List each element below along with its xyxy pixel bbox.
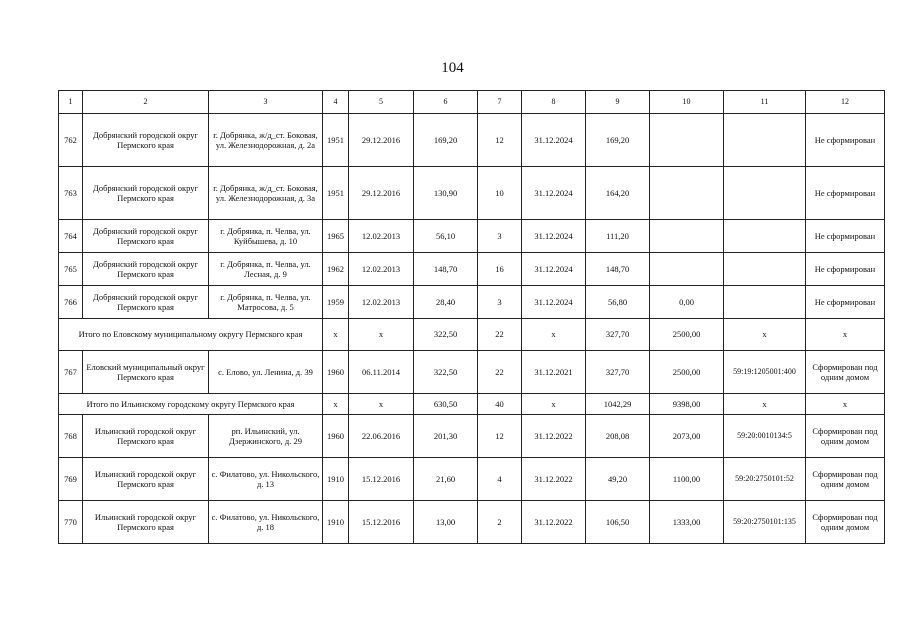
total-row-ilinsky [59,394,885,415]
total-cell: 327,70 [586,319,650,351]
municipality-cell: Добрянский городской округ Пермского края [83,167,209,220]
municipality-cell: Ильинский городской округ Пермского края [83,501,209,544]
page-number: 104 [441,60,464,76]
cadastral-cell [724,167,806,220]
land-area-cell [650,167,724,220]
area-cell: 56,10 [414,220,478,253]
count-cell: 4 [478,458,522,501]
year-cell: 1951 [323,114,349,167]
area-cell: 322,50 [414,351,478,394]
header-cell: 10 [650,91,724,114]
status-cell: Сформирован под одним домом [806,351,885,394]
area-cell: 169,20 [414,114,478,167]
area-total-cell: 164,20 [586,167,650,220]
count-cell: 3 [478,286,522,319]
total-cell: x [522,319,586,351]
count-cell: 12 [478,415,522,458]
total-cell: 22 [478,319,522,351]
header-cell: 1 [59,91,83,114]
deadline-cell: 31.12.2024 [522,286,586,319]
deadline-cell: 31.12.2022 [522,415,586,458]
total-row-elovo [59,319,885,351]
land-area-cell [650,220,724,253]
area-total-cell: 56,80 [586,286,650,319]
area-cell: 201,30 [414,415,478,458]
count-cell: 12 [478,114,522,167]
count-cell: 2 [478,501,522,544]
row-number: 767 [59,351,83,394]
deadline-cell: 31.12.2024 [522,114,586,167]
deadline-cell: 31.12.2024 [522,167,586,220]
year-cell: 1910 [323,458,349,501]
status-cell: Сформирован под одним домом [806,501,885,544]
table-row [59,167,885,220]
row-number: 770 [59,501,83,544]
total-cell: x [349,319,414,351]
header-cell: 11 [724,91,806,114]
area-cell: 148,70 [414,253,478,286]
area-total-cell: 111,20 [586,220,650,253]
address-cell: с. Елово, ул. Ленина, д. 39 [209,351,323,394]
header-cell: 9 [586,91,650,114]
status-cell: Не сформирован [806,114,885,167]
date-cell: 22.06.2016 [349,415,414,458]
total-cell: x [349,394,414,415]
table-row [59,415,885,458]
municipality-cell: Добрянский городской округ Пермского края [83,286,209,319]
status-cell: Не сформирован [806,220,885,253]
header-cell: 8 [522,91,586,114]
total-cell: 40 [478,394,522,415]
cadastral-cell [724,220,806,253]
row-number: 762 [59,114,83,167]
deadline-cell: 31.12.2024 [522,253,586,286]
row-number: 766 [59,286,83,319]
date-cell: 15.12.2016 [349,501,414,544]
date-cell: 12.02.2013 [349,220,414,253]
row-number: 763 [59,167,83,220]
address-cell: г. Добрянка, ж/д_ст. Боковая, ул. Железнодорожная, д. 3а [209,167,323,220]
land-area-cell: 0,00 [650,286,724,319]
deadline-cell: 31.12.2022 [522,501,586,544]
table-row [59,458,885,501]
address-cell: с. Филатово, ул. Никольского, д. 13 [209,458,323,501]
status-cell: Не сформирован [806,167,885,220]
area-cell: 28,40 [414,286,478,319]
year-cell: 1965 [323,220,349,253]
cadastral-cell: 59:20:2750101:135 [724,501,806,544]
total-cell: 630,50 [414,394,478,415]
land-area-cell: 1100,00 [650,458,724,501]
status-cell: Сформирован под одним домом [806,415,885,458]
municipality-cell: Еловский муниципальный округ Пермского края [83,351,209,394]
cadastral-cell: 59:19:1205001:400 [724,351,806,394]
status-cell: Сформирован под одним домом [806,458,885,501]
area-total-cell: 148,70 [586,253,650,286]
register-table [58,90,885,544]
cadastral-cell: 59:20:2750101:52 [724,458,806,501]
area-total-cell: 208,08 [586,415,650,458]
municipality-cell: Ильинский городской округ Пермского края [83,458,209,501]
date-cell: 06.11.2014 [349,351,414,394]
land-area-cell [650,114,724,167]
total-cell: x [323,394,349,415]
land-area-cell [650,253,724,286]
total-label: Итого по Еловскому муниципальному округу Пермского края [59,319,323,351]
cadastral-cell [724,253,806,286]
table-row [59,351,885,394]
deadline-cell: 31.12.2021 [522,351,586,394]
total-cell: 2500,00 [650,319,724,351]
area-total-cell: 49,20 [586,458,650,501]
cadastral-cell [724,286,806,319]
deadline-cell: 31.12.2024 [522,220,586,253]
total-cell: 9398,00 [650,394,724,415]
header-cell: 12 [806,91,885,114]
header-row [59,91,885,114]
status-cell: Не сформирован [806,286,885,319]
total-cell: x [323,319,349,351]
total-label: Итого по Ильинскому городскому округу Пермского края [59,394,323,415]
date-cell: 29.12.2016 [349,114,414,167]
date-cell: 15.12.2016 [349,458,414,501]
area-total-cell: 327,70 [586,351,650,394]
address-cell: г. Добрянка, п. Челва, ул. Матросова, д. 5 [209,286,323,319]
municipality-cell: Добрянский городской округ Пермского края [83,114,209,167]
total-cell: x [806,394,885,415]
count-cell: 22 [478,351,522,394]
count-cell: 3 [478,220,522,253]
area-cell: 130,90 [414,167,478,220]
municipality-cell: Добрянский городской округ Пермского края [83,253,209,286]
address-cell: г. Добрянка, п. Челва, ул. Лесная, д. 9 [209,253,323,286]
cadastral-cell [724,114,806,167]
area-cell: 21,60 [414,458,478,501]
total-cell: 322,50 [414,319,478,351]
year-cell: 1960 [323,351,349,394]
header-cell: 5 [349,91,414,114]
date-cell: 12.02.2013 [349,286,414,319]
total-cell: x [806,319,885,351]
table-row [59,253,885,286]
total-cell: 1042,29 [586,394,650,415]
land-area-cell: 2500,00 [650,351,724,394]
total-cell: x [724,319,806,351]
municipality-cell: Ильинский городской округ Пермского края [83,415,209,458]
address-cell: с. Филатово, ул. Никольского, д. 18 [209,501,323,544]
table-row [59,220,885,253]
table-row [59,114,885,167]
cadastral-cell: 59:20:0010134:5 [724,415,806,458]
year-cell: 1962 [323,253,349,286]
municipality-cell: Добрянский городской округ Пермского края [83,220,209,253]
year-cell: 1951 [323,167,349,220]
year-cell: 1959 [323,286,349,319]
table-row [59,286,885,319]
row-number: 765 [59,253,83,286]
header-cell: 4 [323,91,349,114]
date-cell: 29.12.2016 [349,167,414,220]
address-cell: рп. Ильинский, ул. Дзержинского, д. 29 [209,415,323,458]
area-total-cell: 169,20 [586,114,650,167]
header-cell: 2 [83,91,209,114]
address-cell: г. Добрянка, п. Челва, ул. Куйбышева, д. 10 [209,220,323,253]
header-cell: 7 [478,91,522,114]
count-cell: 10 [478,167,522,220]
count-cell: 16 [478,253,522,286]
row-number: 769 [59,458,83,501]
row-number: 768 [59,415,83,458]
land-area-cell: 2073,00 [650,415,724,458]
area-cell: 13,00 [414,501,478,544]
date-cell: 12.02.2013 [349,253,414,286]
land-area-cell: 1333,00 [650,501,724,544]
address-cell: г. Добрянка, ж/д_ст. Боковая, ул. Железнодорожная, д. 2а [209,114,323,167]
total-cell: x [522,394,586,415]
year-cell: 1960 [323,415,349,458]
total-cell: x [724,394,806,415]
deadline-cell: 31.12.2022 [522,458,586,501]
header-cell: 3 [209,91,323,114]
table-row [59,501,885,544]
area-total-cell: 106,50 [586,501,650,544]
header-cell: 6 [414,91,478,114]
status-cell: Не сформирован [806,253,885,286]
year-cell: 1910 [323,501,349,544]
row-number: 764 [59,220,83,253]
